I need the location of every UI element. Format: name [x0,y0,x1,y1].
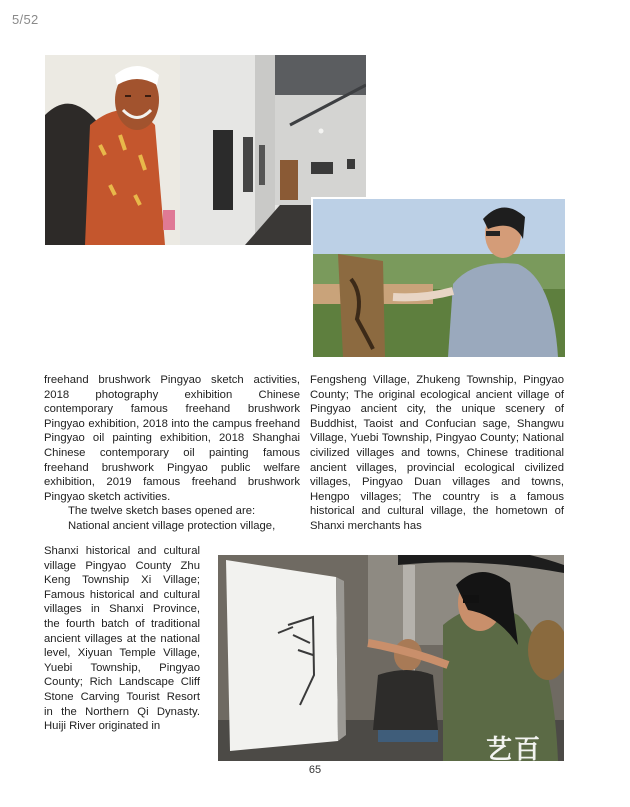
exhibition-list-paragraph: freehand brushwork Pingyao sketch activities, 2018 photography exhibition Chinese contemporary famous freehand brushwork Pingyao exhibition, 2018 into the campus freehand Pingyao oil painting exhibition, 2018 Shanghai Chinese contemporary oil painting famous freehand brushwork Pingyao public welfare exhibition, 2019 famous freehand brushwork Pingyao sketch activities. [44,374,300,503]
left-column-text [44,373,300,534]
sketch-bases-first-line: National ancient village protection village, [68,519,276,532]
watermark-logo: 艺百 [486,735,543,765]
page-counter: 5/52 [12,12,39,27]
outdoor-painter-photo [311,197,567,359]
wrapped-column-text [44,544,200,734]
sketch-bases-paragraph: Shanxi historical and cultural village Pingyao County Zhu Keng Township Xi Village; Famous historical and cultural villages in Shanxi Province, the fourth batch of traditional ancient villages at the national level, Xiyuan Temple Village, Yuebi Township, Pingyao County; Rich Landscape Cliff Stone Carving Tourist Resort in the Northern Qi Dynasty. Huiji River originated in [44,545,200,733]
villages-paragraph: Fengsheng Village, Zhukeng Township, Pingyao County; The original ecological ancient village of Pingyao ancient city, the unique scenery of Buddhist, Taoist and Confucian sage, Shangwu Village, Yuebi Township, Pingyao County; National civilized villages and towns, Chinese traditional ancient villages, provincial ecological civilized villages, Pingyao Duan villages and towns, Hengpo villages; The country is a famous historical and cultural village, the hometown of Shanxi merchants has [310,374,564,532]
right-column-text [310,373,564,534]
page-number: 65 [308,764,322,776]
sketch-bases-intro: The twelve sketch bases opened are: [68,505,256,518]
